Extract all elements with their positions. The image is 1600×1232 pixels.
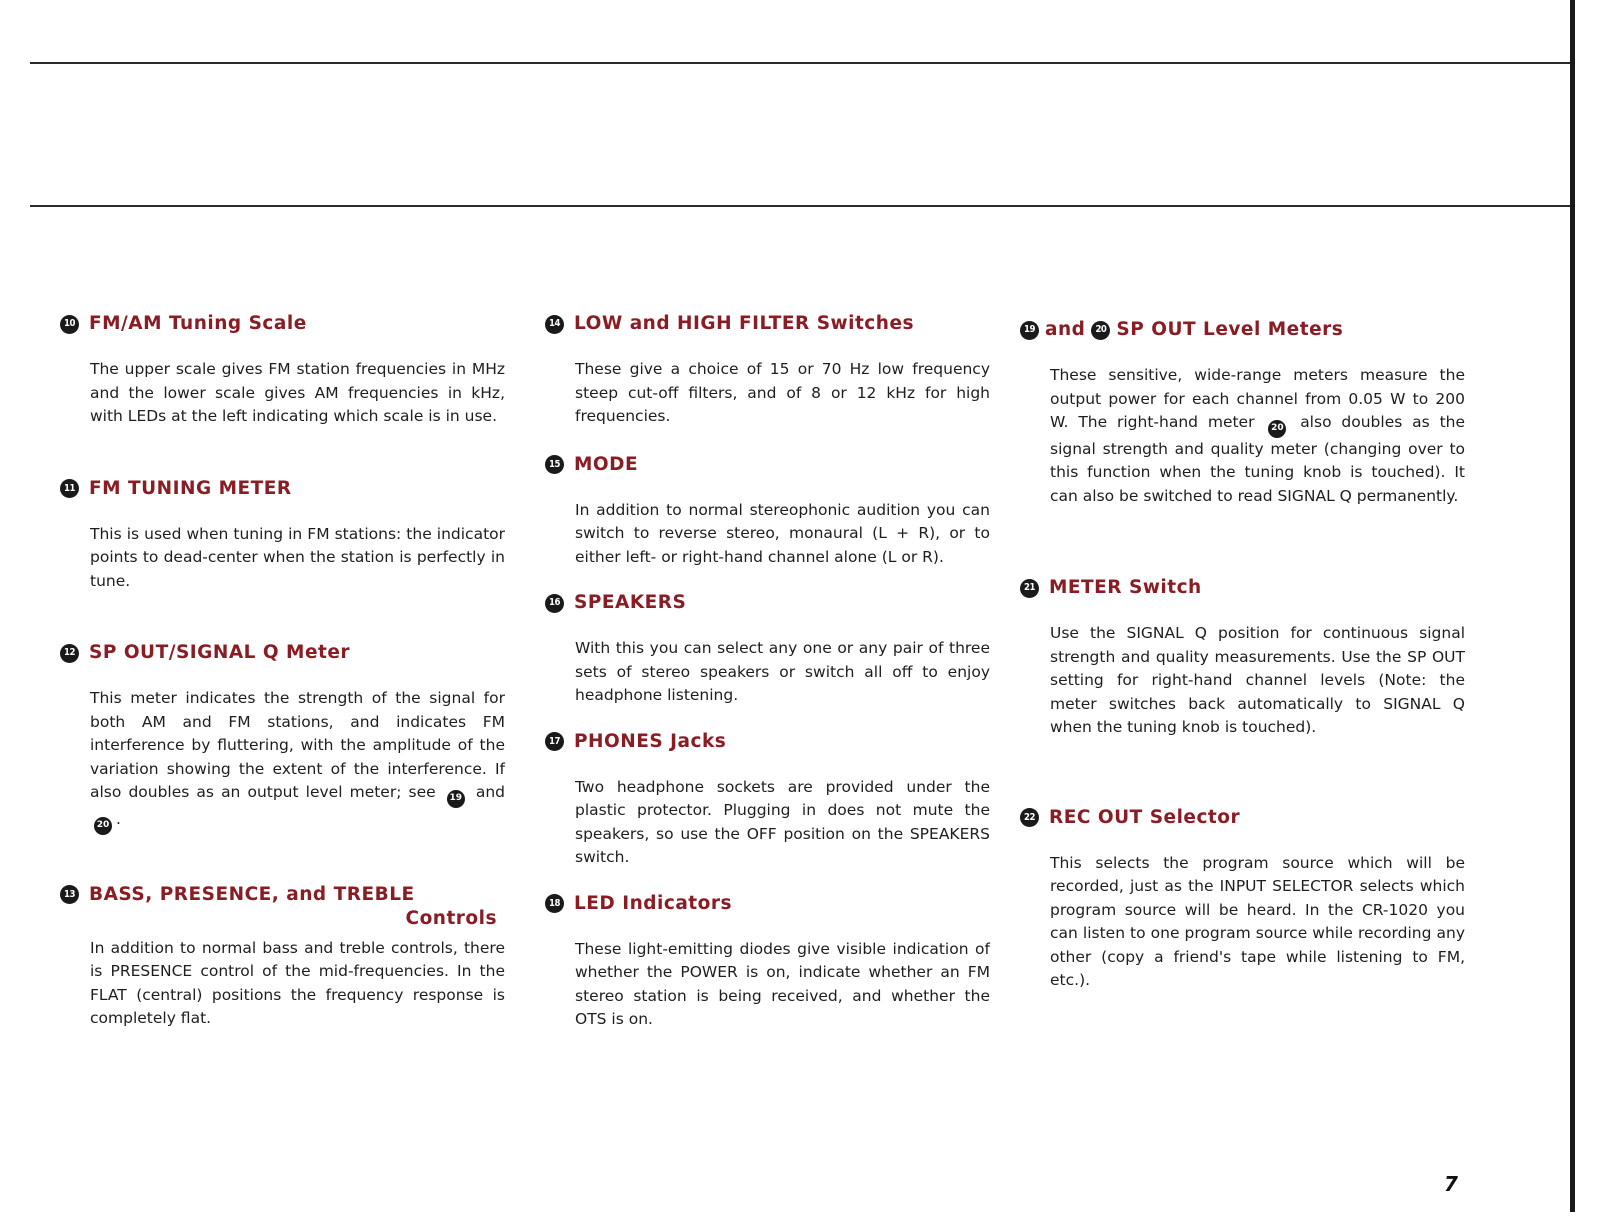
section-heading: [1020, 576, 1465, 600]
section-heading: [545, 453, 990, 477]
item-number-badge: 16: [545, 594, 564, 613]
section-body: These give a choice of 15 or 70 Hz low frequency steep cut-off filters, and of 8 or 12 kHz for high frequencies.: [575, 360, 990, 425]
item-number-badge: 14: [545, 315, 564, 334]
reference-badge: 20: [94, 817, 112, 835]
section-heading: [60, 883, 505, 931]
item-number-badge: 19: [1020, 321, 1039, 340]
section-heading: [545, 591, 990, 615]
section-title: METER Switch: [1049, 577, 1202, 599]
section-speakers: [545, 591, 990, 708]
section-body-text: also doubles as the signal strength and quality meter (changing over to this function when the tuning knob is touched). It can also be switched to read SIGNAL Q permanently.: [1050, 413, 1466, 505]
section-body: These light-emitting diodes give visible indication of whether the POWER is on, indicate whether an FM stereo station is being received, and whether the OTS is on.: [575, 939, 990, 1028]
section-meter-switch: [1020, 576, 1465, 740]
item-number-badge: 20: [1091, 321, 1110, 340]
section-title-and: and: [1045, 319, 1086, 340]
section-fm-tuning-meter: [60, 477, 505, 594]
column-2: [545, 312, 990, 1032]
section-led-indicators: [545, 892, 990, 1032]
item-number-badge: 12: [60, 644, 79, 663]
section-bass-presence-treble: [60, 883, 505, 1031]
section-body-text: This meter indicates the strength of the signal for both AM and FM stations, and indicates FM interference by fluttering, with the amplitude of the variation showing the extent of the interference. If also doubles as an output level meter; see: [90, 689, 505, 801]
section-body: Use the SIGNAL Q position for continuous signal strength and quality measurements. Use the SP OUT setting for right-hand channel levels (Note: the meter switches back automatically to SIGNAL Q when the tuning knob is touched).: [1050, 624, 1465, 737]
section-body: [90, 687, 505, 835]
section-title-continued: Controls: [405, 907, 497, 929]
section-heading: [1020, 318, 1465, 342]
item-number-badge: 22: [1020, 808, 1039, 827]
section-heading: [60, 312, 505, 336]
item-number-badge: 21: [1020, 579, 1039, 598]
page-margin: [1575, 0, 1600, 1232]
section-title: FM/AM Tuning Scale: [89, 313, 307, 334]
section-heading: [60, 477, 505, 501]
section-body: In addition to normal bass and treble controls, there is PRESENCE control of the mid-frequencies. In the FLAT (central) positions the frequency response is completely flat.: [90, 938, 505, 1027]
section-body: Two headphone sockets are provided under the plastic protector. Plugging in does not mute the speakers, so use the OFF position on the SPEAKERS switch.: [575, 777, 990, 866]
section-body: [1050, 364, 1465, 508]
section-body: With this you can select any one or any pair of three sets of stereo speakers or switch all off to enjoy headphone listening.: [575, 639, 990, 704]
section-phones-jacks: [545, 730, 990, 870]
section-body: This is used when tuning in FM stations: the indicator points to dead-center when the station is perfectly in tune.: [90, 524, 505, 590]
section-title: SP OUT Level Meters: [1116, 319, 1344, 340]
item-number-badge: 18: [545, 894, 564, 913]
reference-badge: 19: [447, 790, 465, 808]
section-title: SP OUT/SIGNAL Q Meter: [89, 642, 351, 663]
item-number-badge: 17: [545, 732, 564, 751]
section-mode: [545, 453, 990, 570]
item-number-badge: 13: [60, 885, 79, 904]
reference-joiner: and: [475, 783, 505, 801]
section-title: PHONES Jacks: [574, 730, 727, 752]
section-title: SPEAKERS: [574, 592, 687, 613]
section-title: LOW and HIGH FILTER Switches: [574, 313, 914, 334]
section-title: REC OUT Selector: [1049, 806, 1241, 828]
column-3: [1020, 318, 1465, 993]
section-rec-out-selector: [1020, 806, 1465, 993]
section-heading: [545, 730, 990, 754]
column-1: [60, 312, 505, 1031]
page-number: 7: [1444, 1172, 1458, 1196]
header-rule: [30, 205, 1570, 207]
section-sp-out-level-meters: [1020, 318, 1465, 508]
item-number-badge: 11: [60, 479, 79, 498]
section-fm-am-tuning-scale: [60, 312, 505, 429]
section-heading: [60, 641, 505, 665]
section-low-high-filter: [545, 312, 990, 429]
section-title: LED Indicators: [574, 892, 732, 914]
item-number-badge: 15: [545, 455, 564, 474]
section-title: FM TUNING METER: [89, 477, 292, 499]
section-heading: [545, 312, 990, 336]
section-body: The upper scale gives FM station frequencies in MHz and the lower scale gives AM frequencies in kHz, with LEDs at the left indicating which scale is in use.: [90, 360, 505, 425]
section-title: MODE: [574, 453, 639, 475]
section-sp-out-signal-q-meter: [60, 641, 505, 835]
section-heading: [545, 892, 990, 916]
section-body: In addition to normal stereophonic audition you can switch to reverse stereo, monaural (L + R), or to either left- or right-hand channel alone (L or R).: [575, 500, 990, 566]
section-title: BASS, PRESENCE, and TREBLE: [89, 883, 415, 905]
top-rule: [30, 62, 1570, 64]
section-heading: [1020, 806, 1465, 830]
item-number-badge: 10: [60, 315, 79, 334]
section-body-text: These sensitive, wide-range meters measure the output power for each channel from 0.05 W to 200 W. The right-hand meter: [1050, 366, 1465, 431]
reference-end: .: [116, 809, 121, 828]
section-body: This selects the program source which will be recorded, just as the INPUT SELECTOR selects which program source will be heard. In the CR-1020 you can listen to one program source while recording any other (copy a friend's tape while listening to FM, etc.).: [1050, 853, 1465, 990]
reference-badge: 20: [1268, 420, 1286, 438]
